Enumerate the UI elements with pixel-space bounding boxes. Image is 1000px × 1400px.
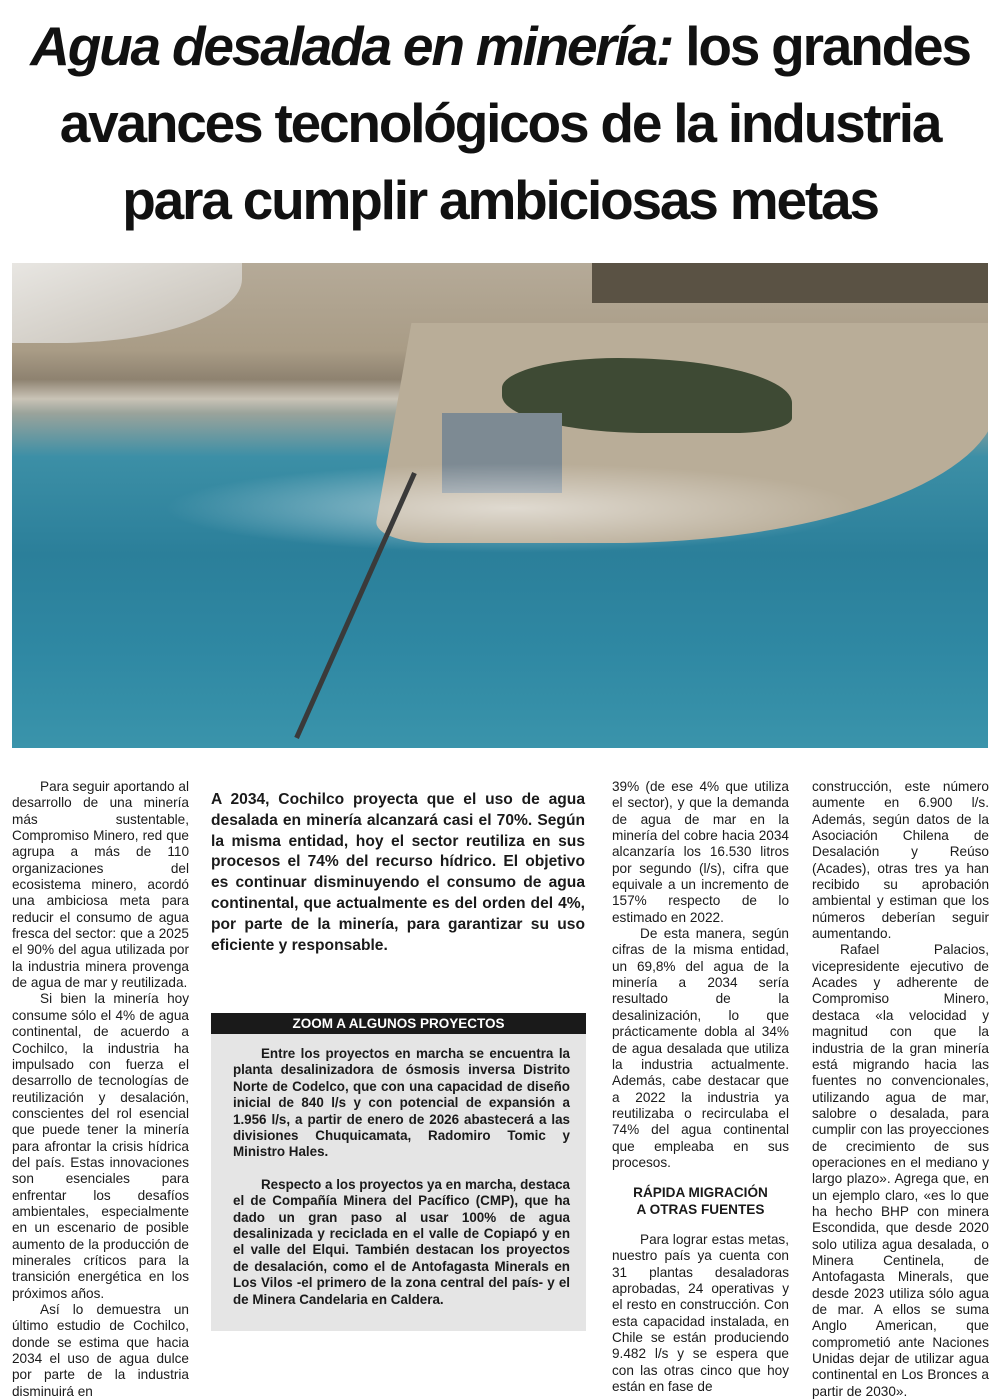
article-column-4: [812, 779, 989, 1400]
photo-snow-dunes: [12, 263, 242, 343]
headline-italic: Agua desalada en minería:: [30, 15, 673, 77]
paragraph: Entre los proyectos en marcha se encuentra la planta desalinizadora de ósmosis inversa Distrito Norte de Codelco, que con una capacidad de diseño inicial de 840 l/s y con potencial de expansión a 1.956 l/s, a partir de enero de 2026 abastecerá a las divisiones Chuquicamata, Radomiro Tomic y Ministro Hales.: [233, 1046, 570, 1160]
paragraph: Respecto a los proyectos ya en marcha, destaca el de Compañía Minera del Pacífico (CMP), que ha dado un gran paso al usar 100% de agua desalinizada y reciclada en el valle de Copiapó y en el valle del Elqui. También destacan los proyectos de desalación, como el de Antofagasta Minerals en Los Vilos -el primero de la zona central del país- y el de Minera Candelaria en Caldera.: [233, 1176, 570, 1307]
paragraph: 39% (de ese 4% que utiliza el sector), y que la demanda de agua de mar en la minería del cobre hacia 2034 alcanzaría los 16.530 litros por segundo (l/s), cifra que equivale a un incremento de 157% respecto de lo estimado en 2022.: [612, 779, 789, 925]
paragraph: Para seguir aportando al desarrollo de una minería más sustentable, Compromiso Minero, red que agrupa a más de 110 organizaciones del ecosistema minero, acordó una ambiciosa meta para reducir el consumo de agua fresca del sector: que a 2025 el 90% del agua utilizada por la industria minera provenga de agua de mar y reutilizada.: [12, 779, 189, 991]
headline: [0, 8, 1000, 239]
paragraph: Si bien la minería hoy consume sólo el 4% de agua continental, de acuerdo a Cochilco, la industria ha impulsado con fuerza el desarrollo de tecnologías de reutilización y desalación, conscientes del rol esencial que puede tener la minería para afrontar la crisis hídrica del país. Estas innovaciones son esenciales para enfrentar los desafíos ambientales, especialmente en un escenario de posible aumento de la producción de minerales críticos para la transición energética en los próximos años.: [12, 991, 189, 1301]
headline-line3: para cumplir ambiciosas metas: [122, 169, 878, 231]
article-column-1: [12, 779, 189, 1400]
paragraph: Así lo demuestra un último estudio de Cochilco, donde se estima que hacia 2034 el uso de agua dulce por parte de la industria disminuirá en: [12, 1302, 189, 1399]
paragraph: construcción, este número aumente en 6.900 l/s. Además, según datos de la Asociación Chilena de Desalación y Reúso (Acades), otras tres ya han recibido su aprobación ambiental y estiman que los números deberían seguir aumentando.: [812, 779, 989, 942]
subheading-line: A OTRAS FUENTES: [636, 1201, 765, 1217]
subheading-line: RÁPIDA MIGRACIÓN: [633, 1185, 768, 1201]
headline-line2: avances tecnológicos de la industria: [59, 92, 941, 154]
sidebar-box-title: ZOOM A ALGUNOS PROYECTOS: [211, 1013, 586, 1034]
photo-surf: [162, 463, 862, 553]
photo-hills: [592, 263, 988, 303]
paragraph: Para lograr estas metas, nuestro país ya cuenta con 31 plantas desaladoras aprobadas, 24 operativas y el resto en construcción. Con esta capacidad instalada, en Chile se están produciendo 9.482 l/s y se espera que con las otras cinco que hoy están en fase de: [612, 1231, 789, 1395]
headline-line1: los grandes: [672, 15, 970, 77]
subheading: [612, 1185, 789, 1218]
sidebar-box: [211, 1013, 586, 1331]
aerial-desalination-plant-photo: [12, 263, 988, 748]
article-column-3: [612, 779, 789, 1395]
paragraph: De esta manera, según cifras de la misma entidad, un 69,8% del agua de la minería a 2034 sería resultado de la desalinización, lo que prácticamente dobla al 34% de agua desalada que utiliza la industria actualmente. Además, cabe destacar que a 2022 la industria ya reutilizaba o recirculaba el 74% del agua continental que empleaba en sus procesos.: [612, 926, 789, 1170]
paragraph: Rafael Palacios, vicepresidente ejecutivo de Acades y adherente de Compromiso Minero, destaca «la velocidad y magnitud con que la industria de la gran minería está migrando hacia las fuentes no convencionales, utilizando agua de mar, salobre o desalada, para cumplir con las proyecciones de crecimiento de sus operaciones en el mediano y largo plazo». Agrega que, en un ejemplo claro, «es lo que ha hecho BHP con minera Escondida, que desde 2020 solo utiliza agua desalada, o Minera Centinela, de Antofagasta Minerals, que desde 2023 utiliza sólo agua de mar. A ellos se suma Anglo American, que comprometió ante Naciones Unidas dejar de utilizar agua continental en Los Bronces a partir de 2030».: [812, 942, 989, 1399]
lead-paragraph: A 2034, Cochilco proyecta que el uso de agua desalada en minería alcanzará casi el 70%. Según la misma entidad, hoy el sector reutiliza en sus procesos el 74% del recurso hídrico. El objetivo es continuar disminuyendo el consumo de agua continental, que actualmente es del orden del 4%, por parte de la minería, para garantizar su uso eficiente y responsable.: [211, 791, 585, 954]
